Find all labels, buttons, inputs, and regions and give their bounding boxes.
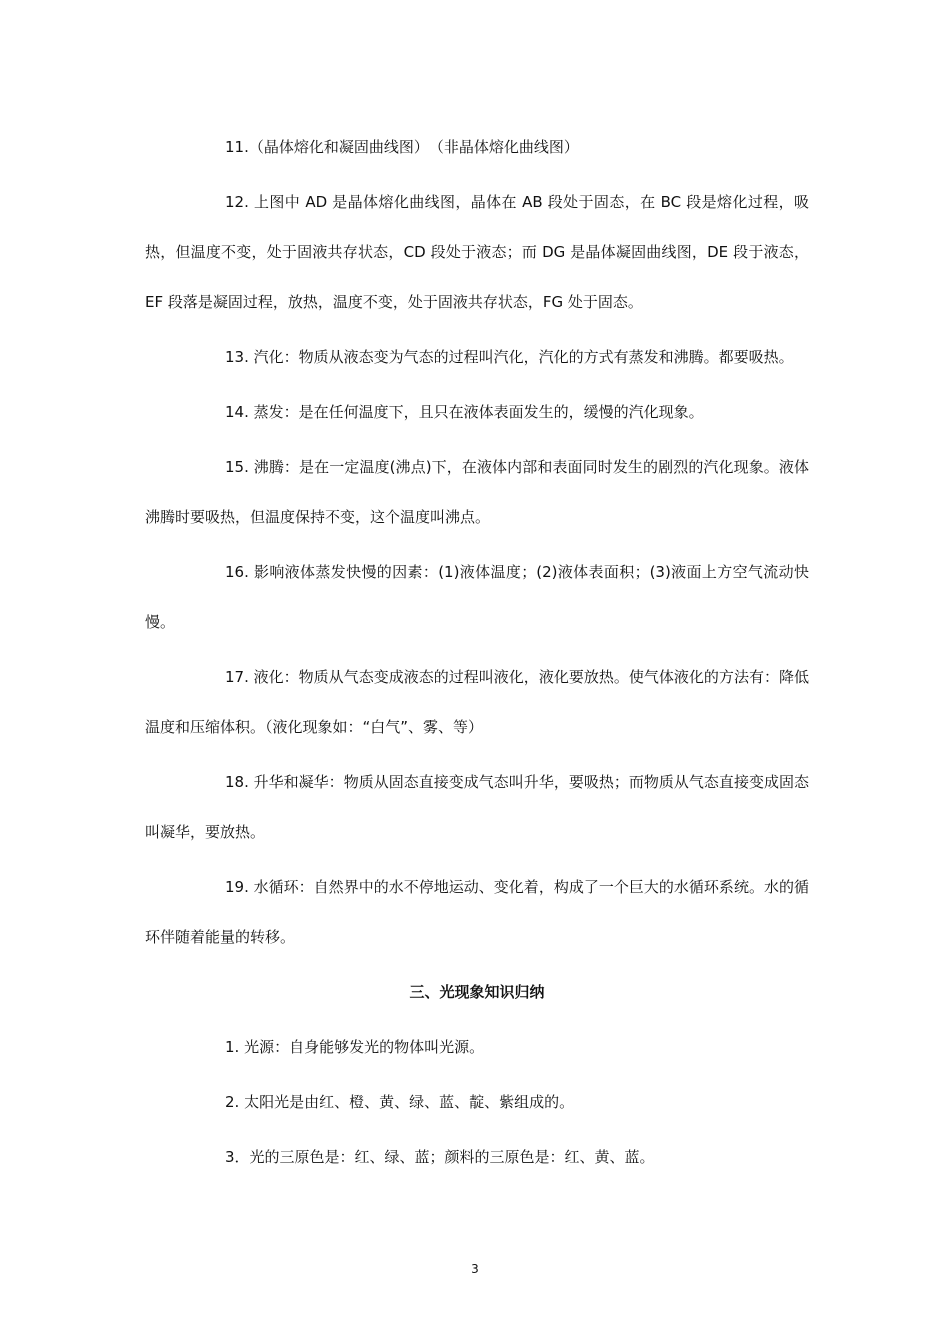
light-item-2: 2. 太阳光是由红、橙、黄、绿、蓝、靛、紫组成的。	[225, 1093, 575, 1111]
paragraph-19: 19. 水循环：自然界中的水不停地运动、变化着，构成了一个巨大的水循环系统。水的循环伴随着能量的转移。	[145, 878, 809, 946]
paragraph-17: 17. 液化：物质从气态变成液态的过程叫液化，液化要放热。使气体液化的方法有：降低温度和压缩体积。（液化现象如：“白气”、雾、等）	[145, 668, 809, 736]
document-body	[145, 122, 809, 1187]
section-heading: 三、光现象知识归纳	[409, 983, 545, 1001]
paragraph-16: 16. 影响液体蒸发快慢的因素：(1)液体温度；(2)液体表面积；(3)液面上方空气流动快慢。	[145, 563, 809, 631]
paragraph-15: 15. 沸腾：是在一定温度(沸点)下，在液体内部和表面同时发生的剧烈的汽化现象。液体沸腾时要吸热，但温度保持不变，这个温度叫沸点。	[145, 458, 809, 526]
light-item-3: 3．光的三原色是：红、绿、蓝；颜料的三原色是：红、黄、蓝。	[225, 1148, 655, 1166]
page-number: 3	[471, 1262, 479, 1276]
paragraph-14: 14. 蒸发：是在任何温度下，且只在液体表面发生的，缓慢的汽化现象。	[225, 403, 704, 421]
paragraph-12: 12. 上图中 AD 是晶体熔化曲线图，晶体在 AB 段处于固态，在 BC 段是熔化过程，吸热，但温度不变，处于固液共存状态，CD 段处于液态；而 DG 是晶体凝固曲线图，DE 段于液态，EF 段落是凝固过程，放热，温度不变，处于固液共存状态，FG 处于固态。	[145, 193, 809, 311]
paragraph-11: 11.（晶体熔化和凝固曲线图） （非晶体熔化曲线图）	[225, 138, 579, 156]
paragraph-18: 18. 升华和凝华：物质从固态直接变成气态叫升华，要吸热；而物质从气态直接变成固态叫凝华，要放热。	[145, 773, 809, 841]
light-item-1: 1. 光源：自身能够发光的物体叫光源。	[225, 1038, 485, 1056]
paragraph-13: 13. 汽化：物质从液态变为气态的过程叫汽化，汽化的方式有蒸发和沸腾。都要吸热。	[225, 348, 794, 366]
